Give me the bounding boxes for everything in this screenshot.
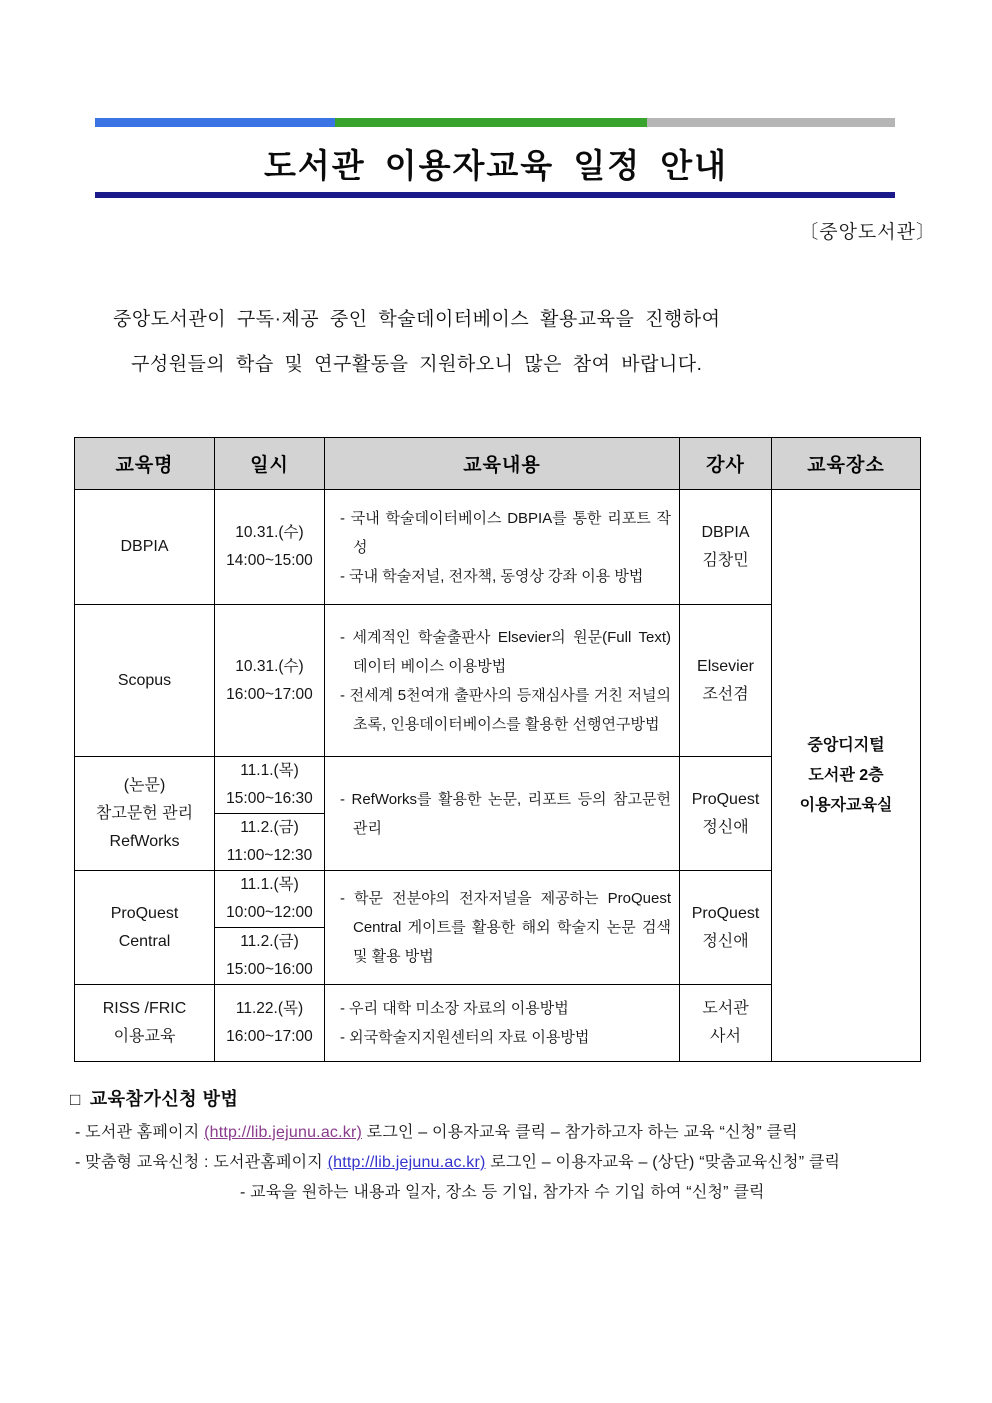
application-heading-text: 교육참가신청 방법: [89, 1089, 239, 1109]
library-homepage-link[interactable]: (http://lib.jejunu.ac.kr): [204, 1124, 363, 1141]
content-bullet: - 외국학술지지원센터의 자료 이용방법: [340, 1029, 590, 1046]
page-title: 도서관 이용자교육 일정 안내: [263, 147, 729, 184]
bar-segment-blue: [95, 118, 335, 127]
course-name: 참고문헌 관리: [95, 804, 194, 822]
schedule-time: 10:00~12:00: [226, 904, 313, 921]
course-name-cell: [75, 490, 215, 605]
location-line: 도서관 2층: [808, 766, 884, 784]
schedule-date: 11.1.(목): [240, 762, 299, 779]
library-homepage-link[interactable]: (http://lib.jejunu.ac.kr): [327, 1154, 486, 1171]
content-bullet: - 전세계 5천여개 출판사의 등재심사를 거친 저널의 초록, 인용데이터베이스를 활용한 선행연구방법: [340, 686, 671, 733]
schedule-cell: [215, 871, 325, 928]
schedule-date: 10.31.(수): [235, 524, 304, 541]
schedule-time: 15:00~16:30: [226, 790, 313, 807]
header-instructor: 강사: [680, 438, 772, 490]
content-bullet: - 학문 전분야의 전자저널을 제공하는 ProQuest Central 게이트를 활용한 해외 학술지 논문 검색 및 활용 방법: [340, 890, 671, 965]
content-cell: [325, 757, 680, 871]
schedule-cell: [215, 490, 325, 605]
instructor-org: DBPIA: [701, 524, 750, 541]
course-name: RefWorks: [109, 832, 180, 850]
instructor-name: 정신애: [702, 818, 749, 836]
schedule-time: 15:00~16:00: [226, 961, 313, 978]
content-bullet: - RefWorks를 활용한 논문, 리포트 등의 참고문헌 관리: [340, 790, 671, 837]
schedule-date: 10.31.(수): [235, 657, 304, 675]
schedule-time: 11:00~12:30: [226, 847, 313, 864]
application-line-1: [70, 1118, 950, 1148]
line2-prefix: - 맞춤형 교육신청 : 도서관홈페이지: [75, 1154, 328, 1171]
course-name-cell: [75, 605, 215, 757]
instructor-cell: [680, 985, 772, 1062]
schedule-date: 11.2.(금): [240, 933, 299, 950]
header-datetime: 일시: [215, 438, 325, 490]
table-header-row: [75, 438, 921, 490]
content-bullet: - 국내 학술저널, 전자책, 동영상 강좌 이용 방법: [340, 567, 644, 585]
line2-suffix: 로그인 – 이용자교육 – (상단) “맞춤교육신청” 클릭: [485, 1154, 841, 1171]
course-name: Central: [118, 932, 171, 950]
square-bullet-icon: □: [70, 1090, 81, 1109]
content-bullet: - 우리 대학 미소장 자료의 이용방법: [340, 1000, 569, 1017]
instructor-org: Elsevier: [697, 657, 754, 675]
instructor-name: 사서: [710, 1028, 741, 1045]
header-course-name: 교육명: [75, 438, 215, 490]
instructor-cell: [680, 605, 772, 757]
instructor-org: 도서관: [702, 1000, 749, 1017]
application-line-3: - 교육을 원하는 내용과 일자, 장소 등 기입, 참가자 수 기입 하여 “신청” 클릭: [240, 1184, 765, 1201]
application-line-2: [70, 1148, 950, 1178]
schedule-cell: [215, 814, 325, 871]
instructor-name: 정신애: [702, 932, 749, 950]
intro-line-1: 중앙도서관이 구독·제공 중인 학술데이터베이스 활용교육을 진행하여: [113, 309, 721, 330]
course-name-cell: [75, 757, 215, 871]
top-decoration-bar: [95, 118, 895, 127]
content-bullet: - 국내 학술데이터베이스 DBPIA를 통한 리포트 작성: [340, 509, 671, 556]
line1-prefix: - 도서관 홈페이지: [75, 1124, 205, 1141]
schedule-time: 16:00~17:00: [226, 685, 313, 703]
instructor-cell: [680, 490, 772, 605]
education-schedule-table: [74, 437, 921, 1062]
instructor-cell: [680, 871, 772, 985]
course-name: 이용교육: [113, 1028, 176, 1045]
instructor-name: 조선겸: [702, 685, 749, 703]
header-content: 교육내용: [325, 438, 680, 490]
instructor-org: ProQuest: [691, 790, 760, 808]
content-cell: [325, 871, 680, 985]
schedule-cell: [215, 605, 325, 757]
schedule-date: 11.22.(목): [235, 1000, 304, 1017]
schedule-cell: [215, 757, 325, 814]
application-section: [70, 1085, 950, 1208]
header-location: 교육장소: [772, 438, 921, 490]
schedule-time: 14:00~15:00: [226, 552, 313, 569]
content-bullet: - 세계적인 학술출판사 Elsevier의 원문(Full Text) 데이터 베이스 이용방법: [340, 628, 671, 675]
application-heading: [70, 1085, 950, 1111]
content-cell: [325, 490, 680, 605]
instructor-name: 김창민: [702, 552, 749, 569]
course-name: (논문): [123, 776, 166, 794]
instructor-cell: [680, 757, 772, 871]
location-line: 이용자교육실: [799, 796, 893, 814]
content-cell: [325, 985, 680, 1062]
line1-suffix: 로그인 – 이용자교육 클릭 – 참가하고자 하는 교육 “신청” 클릭: [362, 1124, 798, 1141]
schedule-time: 16:00~17:00: [226, 1028, 313, 1045]
intro-line-2: 구성원들의 학습 및 연구활동을 지원하오니 많은 참여 바랍니다.: [131, 354, 703, 375]
course-name: ProQuest: [110, 904, 179, 922]
bar-segment-gray: [647, 118, 895, 127]
schedule-cell: [215, 985, 325, 1062]
location-line: 중앙디지털: [807, 736, 885, 754]
course-name: Scopus: [117, 671, 172, 689]
table-row: [75, 490, 921, 605]
location-cell: [772, 490, 921, 1062]
course-name-cell: [75, 985, 215, 1062]
intro-paragraph: [95, 297, 905, 387]
title-underline-rule: [95, 192, 895, 198]
instructor-org: ProQuest: [691, 904, 760, 922]
schedule-cell: [215, 928, 325, 985]
course-name: RISS /FRIC: [102, 1000, 187, 1017]
schedule-date: 11.1.(목): [240, 876, 299, 893]
course-name: DBPIA: [120, 538, 169, 555]
schedule-date: 11.2.(금): [240, 819, 299, 836]
org-label: 〔중앙도서관〕: [799, 222, 936, 243]
bar-segment-green: [335, 118, 647, 127]
content-cell: [325, 605, 680, 757]
course-name-cell: [75, 871, 215, 985]
